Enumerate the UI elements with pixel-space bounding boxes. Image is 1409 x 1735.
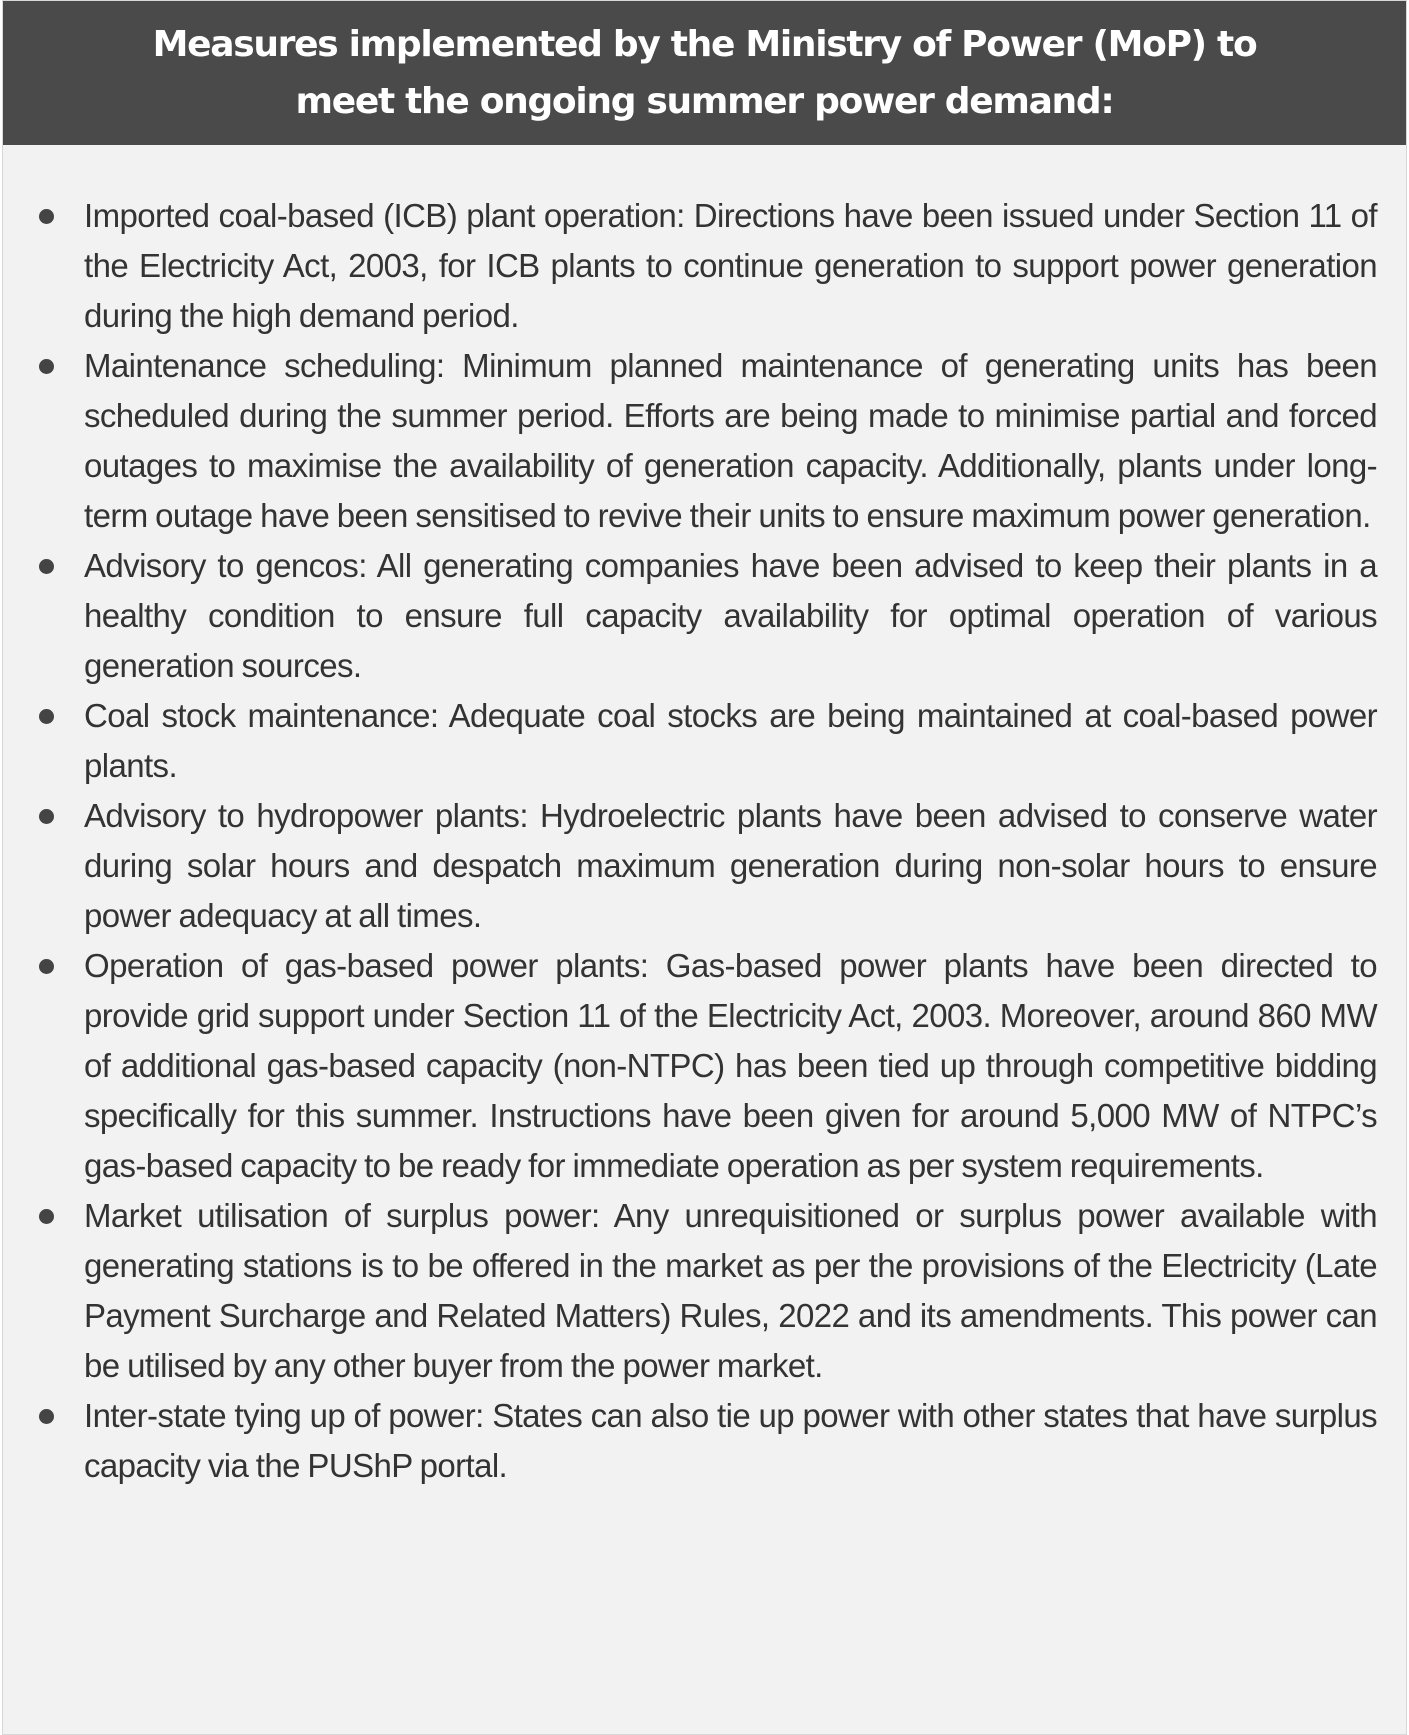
list-item-text: Advisory to gencos: All generating companies have been advised to keep their plants in a healthy condition to ensure full capacity availability for optimal operation of various generation sources.: [84, 547, 1377, 684]
measures-list: [3, 191, 1406, 1491]
list-item: [3, 191, 1406, 341]
list-item: [3, 791, 1406, 941]
list-item-text: Market utilisation of surplus power: Any unrequisitioned or surplus power available with generating stations is to be offered in the market as per the provisions of the Electricity (Late Payment Surcharge and Related Matters) Rules, 2022 and its amendments. This power can be utilised by any other buyer from the power market.: [84, 1197, 1377, 1384]
list-item-text: Inter-state tying up of power: States can also tie up power with other states that have surplus capacity via the PUShP portal.: [84, 1397, 1377, 1484]
measures-box: [2, 0, 1407, 1735]
bullet-icon: [39, 209, 54, 224]
bullet-icon: [39, 359, 54, 374]
bullet-icon: [39, 709, 54, 724]
box-header: [3, 1, 1406, 145]
bullet-icon: [39, 809, 54, 824]
list-item: [3, 1391, 1406, 1491]
bullet-icon: [39, 1409, 54, 1424]
list-item: [3, 941, 1406, 1191]
list-item-text: Operation of gas-based power plants: Gas-based power plants have been directed to provide grid support under Section 11 of the Electricity Act, 2003. Moreover, around 860 MW of additional gas-based capacity (non-NTPC) has been tied up through competitive bidding specifically for this summer. Instructions have been given for around 5,000 MW of NTPC’s gas-based capacity to be ready for immediate operation as per system requirements.: [84, 947, 1377, 1184]
box-title: Measures implemented by the Ministry of Power (MoP) to meet the ongoing summer power demand:: [152, 24, 1257, 122]
list-item: [3, 541, 1406, 691]
list-item-text: Advisory to hydropower plants: Hydroelectric plants have been advised to conserve water during solar hours and despatch maximum generation during non-solar hours to ensure power adequacy at all times.: [84, 797, 1377, 934]
bullet-icon: [39, 959, 54, 974]
list-item-text: Coal stock maintenance: Adequate coal stocks are being maintained at coal-based power plants.: [84, 697, 1377, 784]
list-item: [3, 341, 1406, 541]
list-item: [3, 691, 1406, 791]
list-item-text: Maintenance scheduling: Minimum planned maintenance of generating units has been scheduled during the summer period. Efforts are being made to minimise partial and forced outages to maximise the availability of generation capacity. Additionally, plants under long-term outage have been sensitised to revive their units to ensure maximum power generation.: [84, 347, 1377, 534]
list-item: [3, 1191, 1406, 1391]
bullet-icon: [39, 559, 54, 574]
bullet-icon: [39, 1209, 54, 1224]
list-item-text: Imported coal-based (ICB) plant operation: Directions have been issued under Section 11 of the Electricity Act, 2003, for ICB plants to continue generation to support power generation during the high demand period.: [84, 197, 1377, 334]
